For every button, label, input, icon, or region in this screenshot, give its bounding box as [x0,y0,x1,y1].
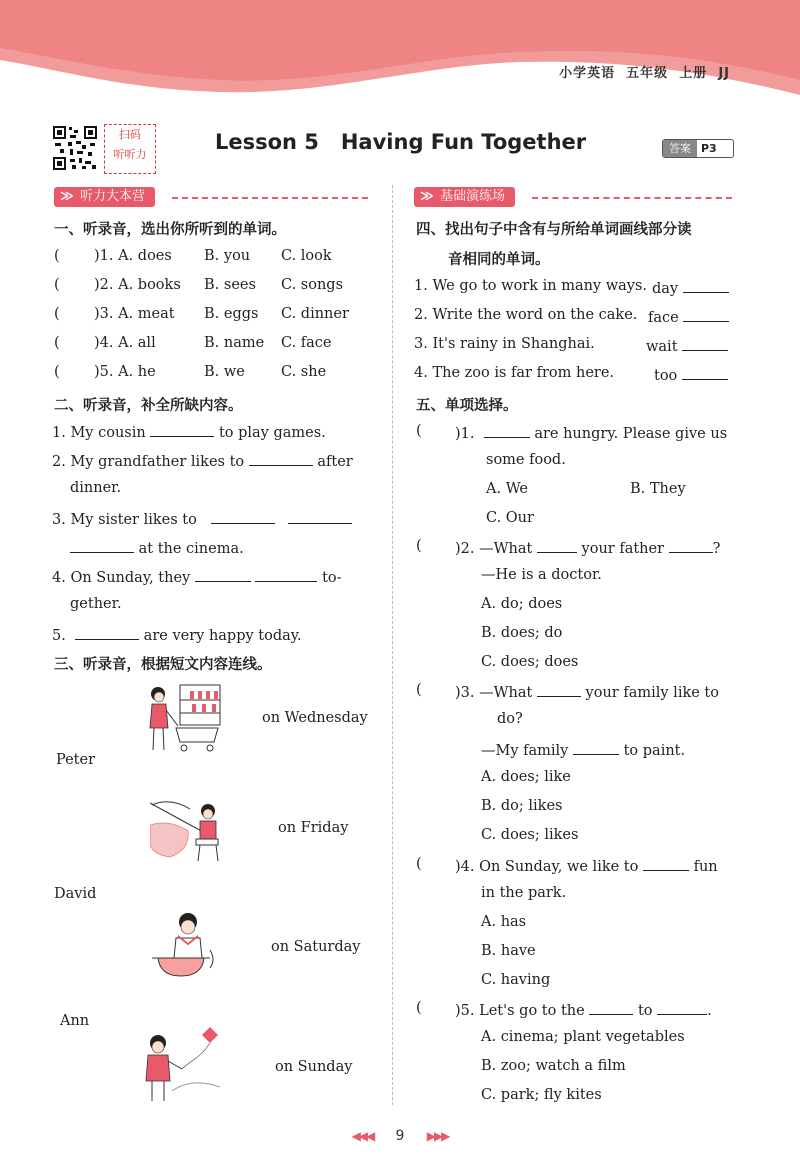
option-b[interactable]: B. do; likes [481,798,563,814]
kite-flying-illustration [142,1025,222,1105]
list-item: )4. A. all [94,335,156,351]
list-item: )4. On Sunday, we like to fun [455,856,718,875]
list-item: B. we [204,364,245,380]
part5-heading: 五、单项选择。 [416,398,518,414]
part3-heading: 三、听录音，根据短文内容连线。 [54,657,272,673]
list-item: )2. A. books [94,277,181,293]
list-item: C. dinner [281,306,349,322]
option-a[interactable]: A. has [481,914,527,930]
scan-to-listen-label: 扫码 听听力 [104,124,156,174]
book-info: 小学英语 五年级 上册 JJ [559,66,730,81]
match-day-friday[interactable]: on Friday [278,820,349,836]
option-a[interactable]: A. We [486,481,528,497]
answer-blank[interactable] [70,538,134,553]
list-item: 4. The zoo is far from here. [414,365,615,381]
option-a[interactable]: A. do; does [481,596,563,612]
option-b[interactable]: B. They [630,481,686,497]
list-item: B. eggs [204,306,259,322]
list-item: ( [54,306,60,322]
list-item: at the cinema. [70,538,244,557]
list-item: 2. My grandfather likes to after [52,451,353,470]
answer-blank[interactable] [537,538,577,553]
list-item: 3. My sister likes to [52,509,352,528]
fishing-illustration [150,795,230,865]
header-banner [0,0,800,110]
list-item: ( [416,856,422,872]
prev-arrows-icon: ◀◀◀ [351,1129,374,1143]
list-item: face [648,307,729,326]
page-title: Lesson 5 Having Fun Together [215,130,587,154]
list-item: ( [416,682,422,698]
list-item: )1. A. does [94,248,172,264]
answer-badge: 答案 P3 [662,139,734,158]
section-tag-basics: ≫ 基础演练场 [414,187,515,207]
page-number: 9 [395,1128,405,1144]
list-item: ( [416,538,422,554]
answer-blank[interactable] [683,307,729,322]
list-item: ( [54,277,60,293]
cooking-illustration [148,910,228,985]
option-b[interactable]: B. zoo; watch a film [481,1058,626,1074]
answer-blank[interactable] [589,1000,633,1015]
answer-blank[interactable] [255,567,317,582]
divider-line [172,197,368,199]
list-item: )3. A. meat [94,306,175,322]
list-item: wait [646,336,728,355]
list-item: too [654,365,728,384]
list-item: 1. My cousin to play games. [52,422,326,441]
section-tag-listening: ≫ 听力大本营 [54,187,155,207]
qr-code-icon[interactable] [52,125,98,171]
divider-line [532,197,732,199]
list-item: some food. [486,452,566,468]
answer-blank[interactable] [682,336,728,351]
match-name-peter[interactable]: Peter [56,752,96,768]
part1-heading: 一、听录音，选出你所听到的单词。 [54,222,286,238]
part4-heading-cont: 音相同的单词。 [448,252,550,268]
answer-blank[interactable] [682,365,728,380]
list-item: C. face [281,335,332,351]
option-a[interactable]: A. cinema; plant vegetables [481,1029,685,1045]
match-day-wednesday[interactable]: on Wednesday [262,710,368,726]
list-item: dinner. [70,480,122,496]
option-a[interactable]: A. does; like [481,769,571,785]
option-b[interactable]: B. have [481,943,536,959]
list-item: )3. —What your family like to [455,682,719,701]
answer-blank[interactable] [669,538,713,553]
option-c[interactable]: C. park; fly kites [481,1087,602,1103]
answer-blank[interactable] [643,856,689,871]
list-item: B. name [204,335,265,351]
list-item: in the park. [481,885,567,901]
option-b[interactable]: B. does; do [481,625,563,641]
list-item: ( [54,335,60,351]
answer-blank[interactable] [657,1000,707,1015]
list-item: 5. are very happy today. [52,625,302,644]
option-c[interactable]: C. does; does [481,654,579,670]
answer-blank[interactable] [537,682,581,697]
list-item: 1. We go to work in many ways. [414,278,648,294]
list-item: gether. [70,596,122,612]
list-item: ( [416,423,422,439]
option-c[interactable]: C. does; likes [481,827,579,843]
list-item: day [652,278,729,297]
list-item: —My family to paint. [481,740,685,759]
page-footer [0,1128,800,1144]
list-item: )5. A. he [94,364,156,380]
list-item: )2. —What your father ? [455,538,720,557]
list-item: do? [497,711,523,727]
list-item: C. songs [281,277,344,293]
match-day-sunday[interactable]: on Sunday [275,1059,353,1075]
shopping-illustration [140,680,240,755]
list-item: B. sees [204,277,256,293]
column-divider [392,185,393,1105]
answer-blank[interactable] [150,422,214,437]
list-item: ( [54,248,60,264]
list-item: )5. Let's go to the to . [455,1000,712,1019]
answer-blank[interactable] [484,423,530,438]
answer-blank[interactable] [211,509,275,524]
match-name-david[interactable]: David [54,886,97,902]
list-item: 3. It's rainy in Shanghai. [414,336,595,352]
next-arrows-icon: ▶▶▶ [426,1129,449,1143]
list-item: C. she [281,364,327,380]
option-c[interactable]: C. having [481,972,551,988]
part2-heading: 二、听录音，补全所缺内容。 [54,398,243,414]
list-item: —He is a doctor. [481,567,602,583]
option-c[interactable]: C. Our [486,510,534,526]
answer-blank[interactable] [288,509,352,524]
part4-heading: 四、找出句子中含有与所给单词画线部分读 [416,222,692,238]
answer-blank[interactable] [75,625,139,640]
list-item: ( [416,1000,422,1016]
list-item: 2. Write the word on the cake. [414,307,638,323]
list-item: )1. are hungry. Please give us [455,423,727,442]
answer-blank[interactable] [249,451,313,466]
match-day-saturday[interactable]: on Saturday [271,939,361,955]
answer-blank[interactable] [573,740,619,755]
answer-blank[interactable] [683,278,729,293]
list-item: B. you [204,248,251,264]
list-item: C. look [281,248,332,264]
list-item: ( [54,364,60,380]
match-name-ann[interactable]: Ann [60,1013,90,1029]
answer-blank[interactable] [195,567,251,582]
list-item: 4. On Sunday, they to- [52,567,342,586]
